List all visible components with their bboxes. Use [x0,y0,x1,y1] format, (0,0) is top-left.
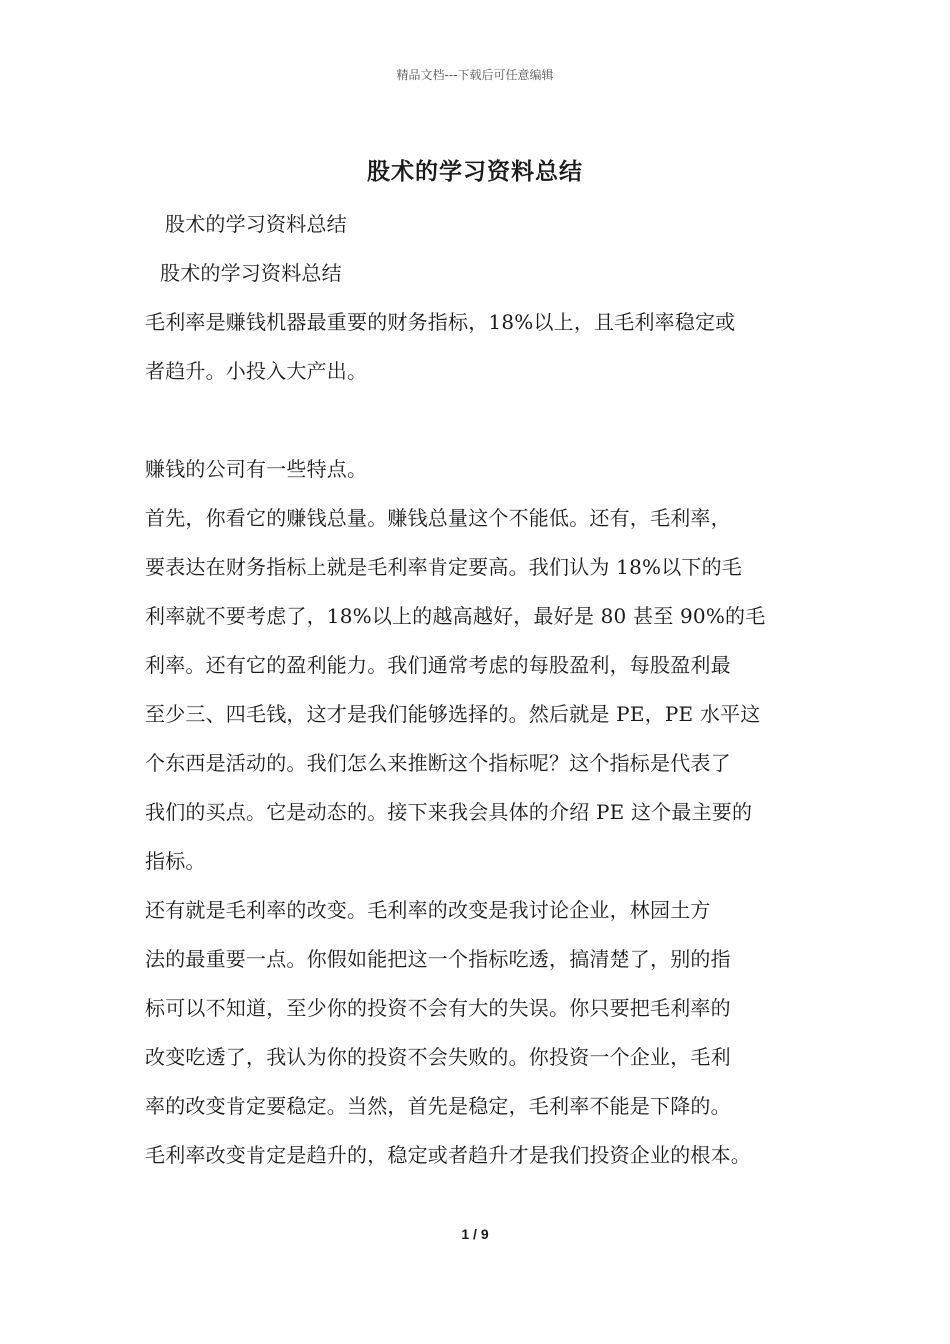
text-line: 法的最重要一点。你假如能把这一个指标吃透，搞清楚了，别的指 [145,947,731,971]
paragraph [145,494,810,886]
page-header: 精品文档---下载后可任意编辑 [396,68,554,82]
text-line: 者趋升。小投入大产出。 [145,359,368,383]
blank-line [145,396,810,445]
text-line: 指标。 [145,849,206,873]
text-line: 我们的买点。它是动态的。接下来我会具体的介绍 PE 这个最主要的 [145,800,753,824]
paragraph [145,886,810,1180]
text-line: 还有就是毛利率的改变。毛利率的改变是我讨论企业，林园土方 [145,898,711,922]
text-line: 至少三、四毛钱，这才是我们能够选择的。然后就是 PE，PE 水平这 [145,702,761,726]
text-line: 利率就不要考虑了，18%以上的越高越好，最好是 80 甚至 90%的毛 [145,604,766,628]
subtitle-line: 股术的学习资料总结 [160,261,342,285]
text-line: 改变吃透了，我认为你的投资不会失败的。你投资一个企业，毛利 [145,1045,731,1069]
text-line: 个东西是活动的。我们怎么来推断这个指标呢？这个指标是代表了 [145,751,731,775]
text-line: 毛利率改变肯定是趋升的，稳定或者趋升才是我们投资企业的根本。 [145,1143,751,1167]
paragraph [145,298,810,396]
page-title: 股术的学习资料总结 [367,158,583,185]
document-body [145,200,810,1180]
text-line: 首先，你看它的赚钱总量。赚钱总量这个不能低。还有，毛利率， [145,506,731,530]
text-line: 标可以不知道，至少你的投资不会有大的失误。你只要把毛利率的 [145,996,731,1020]
text-line: 赚钱的公司有一些特点。 [145,457,368,481]
text-line: 毛利率是赚钱机器最重要的财务指标，18%以上，且毛利率稳定或 [145,310,736,334]
page-number: 1 / 9 [461,1226,489,1242]
text-line: 利率。还有它的盈利能力。我们通常考虑的每股盈利，每股盈利最 [145,653,731,677]
text-line: 要表达在财务指标上就是毛利率肯定要高。我们认为 18%以下的毛 [145,555,743,579]
paragraph [145,445,810,494]
subtitle-line: 股术的学习资料总结 [165,212,347,236]
text-line: 率的改变肯定要稳定。当然，首先是稳定，毛利率不能是下降的。 [145,1094,731,1118]
